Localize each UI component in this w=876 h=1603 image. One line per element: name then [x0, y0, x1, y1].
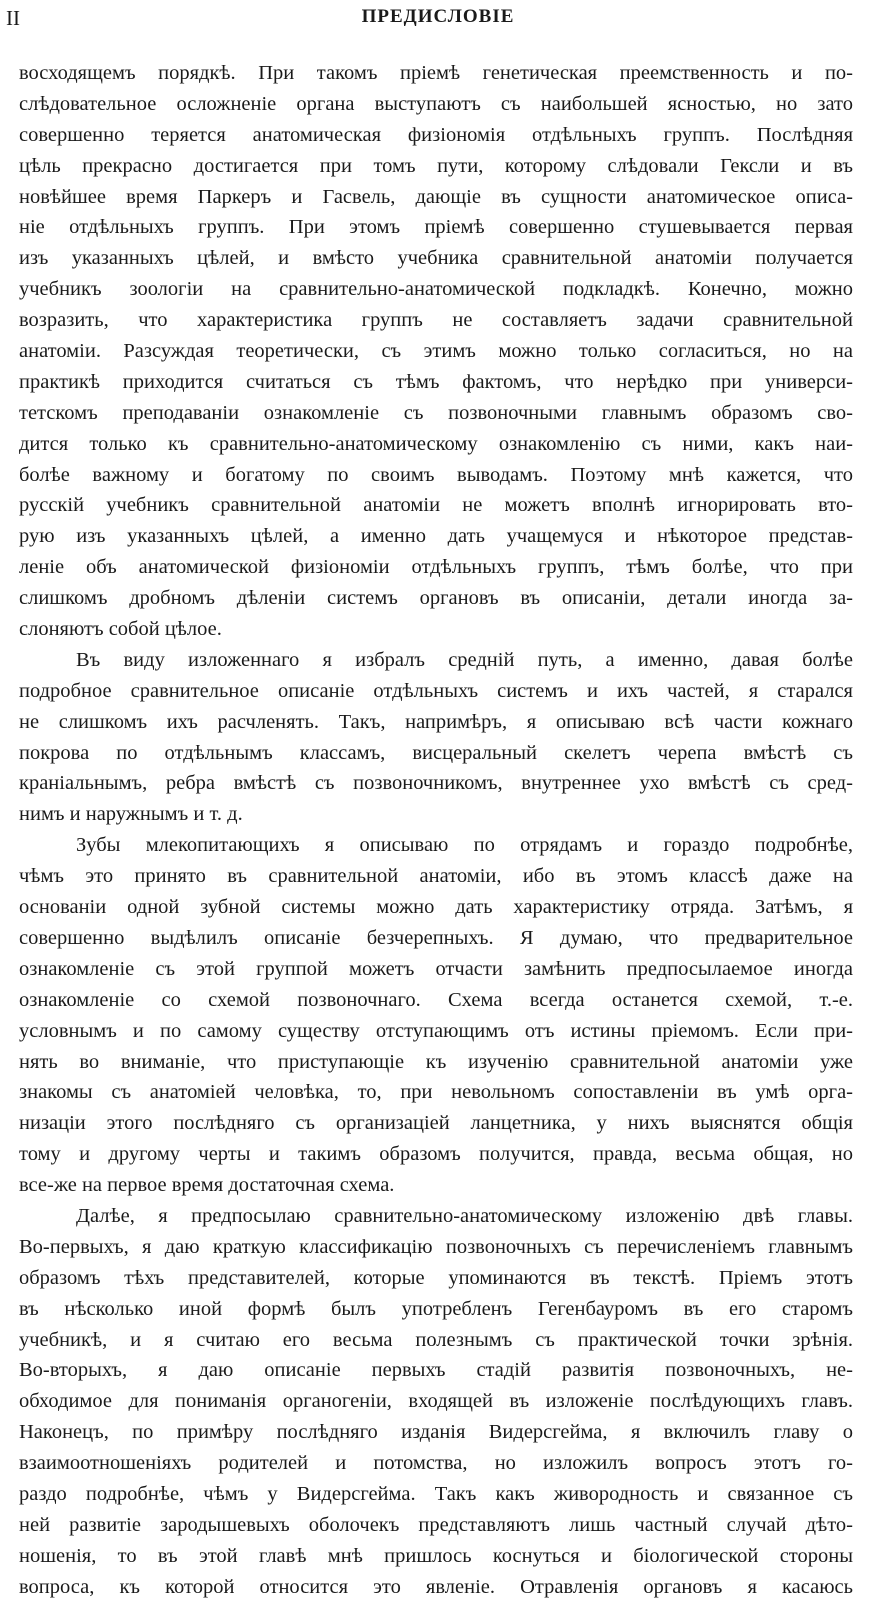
text-line: ознакомленіе съ этой группой можетъ отчасти замѣнить предпосылаемое иногда	[19, 957, 853, 980]
text-line: дится только къ сравнительно-анатомическому ознакомленію съ ними, какъ наи-	[19, 432, 853, 455]
text-line: покрова по отдѣльнымъ классамъ, висцеральный скелетъ черепа вмѣстѣ съ	[19, 741, 853, 764]
text-line: учебникѣ, и я считаю его весьма полезнымъ съ практической точки зрѣнія.	[19, 1328, 853, 1351]
text-line: краніальнымъ, ребра вмѣстѣ съ позвоночникомъ, внутреннее ухо вмѣстѣ съ сред-	[19, 772, 853, 795]
text-line: обходимое для пониманія органогеніи, входящей въ изложеніе послѣдующихъ главъ.	[19, 1390, 853, 1413]
text-line: анатоміи. Разсуждая теоретически, съ этимъ можно только согласиться, но на	[19, 340, 853, 363]
text-line: чѣмъ это принято въ сравнительной анатоміи, ибо въ этомъ классѣ даже на	[19, 865, 853, 888]
text-line: знакомы съ анатоміей человѣка, то, при невольномъ сопоставленіи въ умѣ орга-	[19, 1081, 853, 1104]
text-line: Во-вторыхъ, я даю описаніе первыхъ стадій развитія позвоночныхъ, не-	[19, 1359, 853, 1382]
text-line: русскій учебникъ сравнительной анатоміи не можетъ вполнѣ игнорировать вто-	[19, 494, 853, 517]
text-line: нимъ и наружнымъ и т. д.	[19, 803, 243, 826]
page-header	[0, 4, 876, 34]
text-line: все-же на первое время достаточная схема.	[19, 1174, 395, 1197]
text-line: ношенія, то въ этой главѣ мнѣ пришлось коснуться и біологической стороны	[19, 1544, 853, 1567]
text-line: восходящемъ порядкѣ. При такомъ пріемѣ генетическая преемственность и по-	[19, 62, 853, 84]
text-line: Наконецъ, по примѣру послѣдняго изданія Видерсгейма, я включилъ главу о	[19, 1421, 853, 1444]
text-line: въ нѣсколько иной формѣ былъ употребленъ Гегенбауромъ въ его старомъ	[19, 1297, 853, 1320]
text-line: низаціи этого послѣдняго съ организаціей ланцетника, у нихъ выяснятся общія	[19, 1112, 853, 1135]
text-line: раздо подробнѣе, чѣмъ у Видерсгейма. Такъ какъ живородность и связанное съ	[19, 1482, 853, 1505]
text-line: ней развитіе зародышевыхъ оболочекъ представляютъ лишь частный случай дѣто-	[19, 1513, 853, 1536]
text-line: не слишкомъ ихъ расчленять. Такъ, напримѣръ, я описываю всѣ части кожнаго	[19, 710, 853, 733]
text-line: слѣдовательное осложненіе органа выступаютъ съ наибольшей ясностью, но зато	[19, 92, 853, 115]
text-line: условнымъ и по самому существу отступающимъ отъ истины пріемомъ. Если при-	[19, 1019, 853, 1042]
text-line: взаимоотношеніяхъ родителей и потомства, но изложилъ вопросъ этотъ го-	[19, 1452, 853, 1475]
text-line: учебникъ зоологіи на сравнительно-анатомической подкладкѣ. Конечно, можно	[19, 278, 853, 301]
text-line: тому и другому черты и такимъ образомъ получится, правда, весьма общая, но	[19, 1143, 853, 1166]
text-line: слишкомъ дробномъ дѣленіи системъ органовъ въ описаніи, детали иногда за-	[19, 587, 853, 610]
running-title: ПРЕДИСЛОВІЕ	[361, 6, 515, 27]
text-line: слоняютъ собой цѣлое.	[19, 618, 222, 641]
text-line: практикѣ приходится считаться съ тѣмъ фактомъ, что нерѣдко при универси-	[19, 370, 853, 393]
text-line: возразить, что характеристика группъ не составляетъ задачи сравнительной	[19, 309, 853, 332]
text-line: Далѣе, я предпосылаю сравнительно-анатомическому изложенію двѣ главы.	[76, 1204, 853, 1227]
text-line: Зубы млекопитающихъ я описываю по отрядамъ и гораздо подробнѣе,	[76, 834, 853, 857]
text-line: основаніи одной зубной системы можно дать характеристику отряда. Затѣмъ, я	[19, 896, 853, 919]
text-line: новѣйшее время Паркеръ и Гасвель, дающіе въ сущности анатомическое описа-	[19, 185, 853, 208]
text-line: болѣе важному и богатому по своимъ выводамъ. Поэтому мнѣ кажется, что	[19, 463, 853, 486]
text-line: изъ указанныхъ цѣлей, и вмѣсто учебника сравнительной анатоміи получается	[19, 247, 853, 270]
text-line: подробное сравнительное описаніе отдѣльныхъ системъ и ихъ частей, я старался	[19, 679, 853, 702]
text-line: образомъ тѣхъ представителей, которые упоминаются въ текстѣ. Пріемъ этотъ	[19, 1266, 853, 1289]
text-line: Въ виду изложеннаго я избралъ средній путь, а именно, давая болѣе	[76, 648, 853, 671]
text-line: леніе объ анатомической физіономіи отдѣльныхъ группъ, тѣмъ болѣе, что при	[19, 556, 853, 579]
text-line: вопроса, къ которой относится это явленіе. Отравленія органовъ я касаюсь	[19, 1575, 853, 1598]
text-line: рую изъ указанныхъ цѣлей, а именно дать учащемуся и нѣкоторое представ-	[19, 525, 853, 548]
text-line: ніе отдѣльныхъ группъ. При этомъ пріемѣ совершенно стушевывается первая	[19, 216, 853, 239]
text-line: Во-первыхъ, я даю краткую классификацію позвоночныхъ съ перечисленіемъ главнымъ	[19, 1235, 853, 1258]
text-line: нять во вниманіе, что приступающіе къ изученію сравнительной анатоміи уже	[19, 1050, 853, 1073]
text-line: цѣль прекрасно достигается при томъ пути, которому слѣдовали Гексли и въ	[19, 154, 853, 177]
text-line: совершенно выдѣлилъ описаніе безчерепныхъ. Я думаю, что предварительное	[19, 926, 853, 949]
text-line: тетскомъ преподаваніи ознакомленіе съ позвоночными главнымъ образомъ сво-	[19, 401, 853, 424]
page-number: II	[6, 6, 20, 30]
body-text	[19, 58, 853, 1603]
text-line: ознакомленіе со схемой позвоночнаго. Схема всегда останется схемой, т.-е.	[19, 988, 853, 1011]
text-line: совершенно теряется анатомическая физіономія отдѣльныхъ группъ. Послѣдняя	[19, 123, 853, 146]
